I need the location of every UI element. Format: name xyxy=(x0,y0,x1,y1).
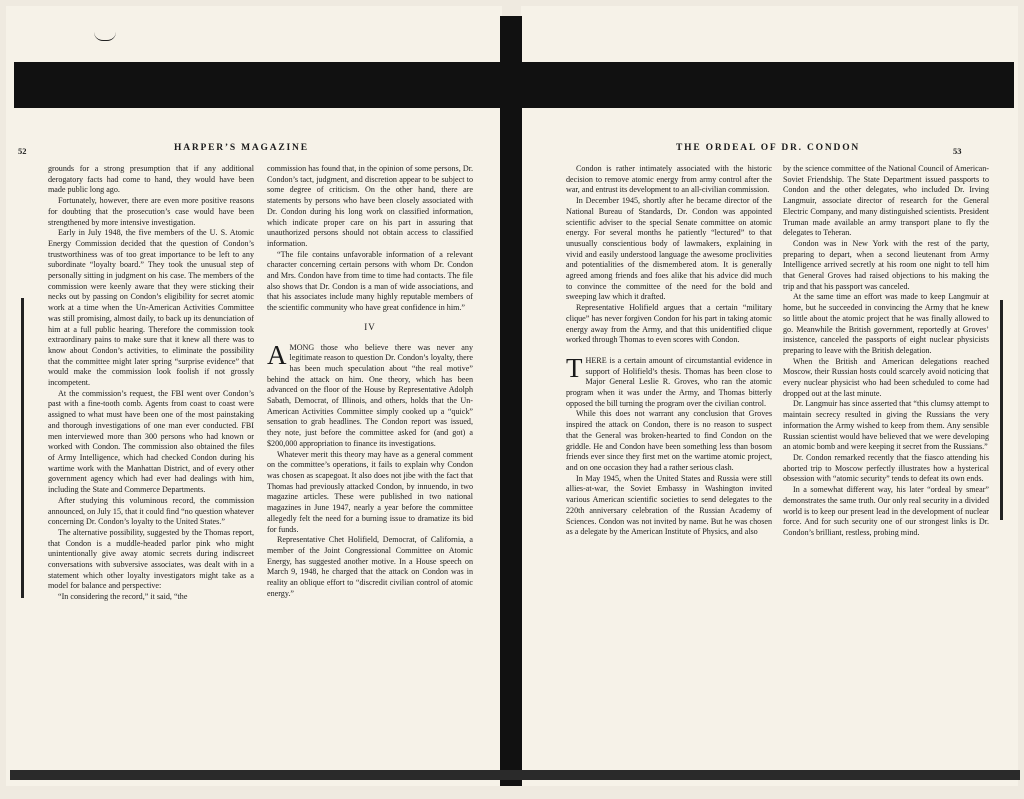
drop-cap-right: T xyxy=(566,352,583,383)
margin-mark-right xyxy=(1000,300,1003,520)
paragraph: While this does not warrant any conclusion that Groves inspired the attack on Condon, there is no reason to suspect that the General was broken-hearted to find Condon on the griddle. He and Condon have been something less than bosom friends ever since they first met on the wartime atomic project, and on one occasion they had a rather serious clash. xyxy=(566,409,772,472)
paragraph: grounds for a strong presumption that if any additional derogatory facts had come to hand, they would have been made public long ago. xyxy=(48,164,254,195)
page-number-left: 52 xyxy=(18,146,27,156)
paragraph: In December 1945, shortly after he became director of the National Bureau of Standards, Dr. Condon was appointed scientific adviser to the special Senate committee on atomic energy. For several months he patiently “lectured” to that unusually conscientious body of lawmakers, explaining in vivid and easily understood language the awesome proclivities and potentialities of the dismembered atom. It is generally agreed among friends and foes alike that his advice did much to convince the committee of the need for the bold and sweeping law which it drafted. xyxy=(566,196,772,302)
paragraph: “In considering the record,” it said, “the xyxy=(58,592,188,602)
paragraph: Dr. Langmuir has since asserted that “this clumsy attempt to maintain secrecy resulted in giving the Russians the very information the Army wished to keep from them. Any sensible Russian scientist would have believed that we were developing an atomic bomb and were keeping it secret from the Russians.” xyxy=(783,399,989,452)
paragraph: After studying this voluminous record, the commission announced, on July 15, that it could find “no question whatever concerning Dr. Condon’s loyalty to the United States.” xyxy=(48,495,254,527)
paragraph: commission has found that, in the opinion of some persons, Dr. Condon’s tact, judgment, and discretion appear to be subject to some degree of criticism. On the other hand, there are statements by persons who have been closely associated with Dr. Condon during his long work on classified information, which indicate proper care on his part in assuring that unauthorized persons should not obtain access to classified information. xyxy=(267,164,473,248)
paragraph: Dr. Condon remarked recently that the fiasco attending his aborted trip to Moscow perfectly illustrates how a hysterical obsession with “atomic security” tends to defeat its own ends. xyxy=(783,452,989,484)
right-page-column-2 xyxy=(783,164,989,780)
paragraph: Condon is rather intimately associated with the historic decision to remove atomic energy from army control after the war, and entrust its development to an all-civilian commission. xyxy=(566,164,772,195)
paragraph: At the commission’s request, the FBI went over Condon’s past with a fine-tooth comb. Agents from coast to coast were assigned to what must have been one of the most painstaking and thorough investigations of one man ever conducted. FBI men interviewed more than 300 persons who had known or worked with Condon. The commission also obtained the files of Army Intelligence, which had checked Condon during his wartime work with the Manhattan District, and of every other government agency which had ever had dealings with him, including the State and Commerce Departments. xyxy=(48,388,254,495)
right-page xyxy=(521,6,1018,786)
book-gutter xyxy=(500,16,522,786)
scan-bottom-edge xyxy=(10,770,1020,780)
paragraph: The alternative possibility, suggested by the Thomas report, that Condon is a muddle-headed parlor pink who might unintentionally give away atomic secrets during indiscreet conversations with subversive associates, was dealt with in a statement which other loyalty investigators might take as a model for balance and perspective: xyxy=(48,527,254,591)
paragraph: Fortunately, however, there are even more positive reasons for doubting that the prosecution’s case would have been strengthened by more intensive investigation. xyxy=(48,196,254,227)
opening-text-right: is a certain amount of circumstantial evidence in support of Holifield’s thesis. Thomas has been close to Major General Leslie R. Groves, who ran the atomic program when it was under the Army, and Thomas bitterly opposed the bill turning the program over the civilian control. xyxy=(566,355,772,408)
column-2-top-text xyxy=(267,164,473,314)
paragraph: In a somewhat different way, his later “ordeal by smear” demonstrates the same truth. Our only real security in a divided world is to keep our present lead in the development of nuclear force. And for such security one of our strongest links is Dr. Condon’s brilliant, restless, probing mind. xyxy=(783,485,989,537)
paragraph: Whatever merit this theory may have as a general comment on the committee’s operations, it fails to explain why Condon was chosen as scapegoat. It also does not jibe with the fact that Thomas had previously attacked Condon, by innuendo, in two magazine articles. These were published in two national magazines in June 1947, nearly a year before the committee allegedly felt the need for a burning issue to dramatize its bid for funds. xyxy=(267,449,473,534)
page-number-right: 53 xyxy=(953,146,962,156)
drop-cap: A xyxy=(267,339,287,370)
left-page-column-2 xyxy=(267,164,473,780)
paragraph: by the science committee of the National Council of American-Soviet Friendship. The State Department issued passports to Condon and the other delegates, who included Dr. Irving Langmuir, associate director of research for the General Electric Company, and many distinguished scientists. President Truman made available an army transport plane to fly the delegates to Teheran. xyxy=(783,164,989,238)
paragraph: “The file contains unfavorable information of a relevant character concerning certain persons with whom Dr. Condon and Mrs. Condon have from time to time had contacts. The file also shows that Dr. Condon is a man of wide associations, and that his associates include many highly reputable members of the scientific community who have great confidence in him.” xyxy=(267,249,473,313)
section-opening-paragraph-right xyxy=(566,352,772,410)
lead-in-right: HERE xyxy=(585,355,607,365)
left-page-column-1 xyxy=(48,164,254,780)
running-head-left: HARPER’S MAGAZINE xyxy=(174,143,309,153)
paragraph: When the British and American delegations reached Moscow, their Russian hosts could scarcely avoid noticing that every nuclear physicist who had been scheduled to come had dropped out at the last minute. xyxy=(783,356,989,398)
opening-text: those who believe there was never any legitimate reason to question Dr. Condon’s loyalty, there has been much speculation about “the real motive” behind the attack on him. One theory, which has been advanced on the floor of the House by Representative Adolph Sabath, Democrat, of Illinois, and others, holds that the Un-American Activities Committee simply cooked up a “quick” sensation to grab headlines. The Condon report was issued, they note, just before the committee asked for (and got) a $200,000 appropriation to finance its investigations. xyxy=(267,342,473,448)
section-opening-paragraph xyxy=(267,339,473,450)
column-1-continued-text xyxy=(566,409,772,537)
paragraph: Early in July 1948, the five members of the U. S. Atomic Energy Commission decided that the question of Condon’s trustworthiness was of too great importance to be left to any subordinate “loyalty board.” They took the unusual step of personally sitting in judgment on his case. The members of the commission were keenly aware that they were sticking their necks out by passing on Condon’s eligibility for secret atomic work at a time when the Un-American Activities Committee was still promising, almost daily, to back up its denunciation of him at a full public hearing. Therefore the commission took extraordinary pains to make sure that it knew all there was to know about Condon’s activities, to eliminate the possibility that the committee might later spring “surprise evidence” that would make the commission look foolish if not grossly incompetent. xyxy=(48,228,254,388)
pencil-mark xyxy=(94,32,116,41)
right-page-column-1 xyxy=(566,164,772,780)
paragraph: Representative Chet Holifield, Democrat, of California, a member of the Joint Congressional Committee on Atomic Energy, has suggested another motive. In a House speech on March 9, 1948, he charged that the attack on Condon was in reality an oblique effort to “discredit civilian control of atomic energy.” xyxy=(267,535,473,598)
paragraph: Representative Holifield argues that a certain “military clique” has never forgiven Condon for his part in taking atomic energy away from the Army, and that this unidentified clique worked through Thomas to even scores with Condon. xyxy=(566,303,772,345)
column-1-top-text xyxy=(566,164,772,346)
paragraph: In May 1945, when the United States and Russia were still allies-at-war, the Soviet Embassy in Washington invited various American scientific societies to send delegates to the 220th anniversary celebration of the Russian Academy of Sciences. Condon was not invited by name. But he was chosen as a delegate by the American Institute of Physics, and also xyxy=(566,473,772,537)
lead-in: MONG xyxy=(289,342,315,352)
left-page xyxy=(6,6,502,786)
paragraph: Condon was in New York with the rest of the party, preparing to depart, when a second lieutenant from Army Intelligence arrived secretly at his room one night to tell him that General Groves had raised objections to his making the trip and that his passport was canceled. xyxy=(783,238,989,291)
paragraph: At the same time an effort was made to keep Langmuir at home, but he succeeded in convincing the Army that he knew so little about the atomic project that he was finally allowed to go. Meanwhile the British government, reportedly at Groves’ insistence, canceled the passports of eight nuclear physicists preparing to leave with the British delegation. xyxy=(783,292,989,355)
column-2-continued-text xyxy=(267,450,473,600)
running-head-right: THE ORDEAL OF DR. CONDON xyxy=(676,143,861,153)
section-number: IV xyxy=(364,321,376,332)
margin-mark-left xyxy=(21,298,24,598)
